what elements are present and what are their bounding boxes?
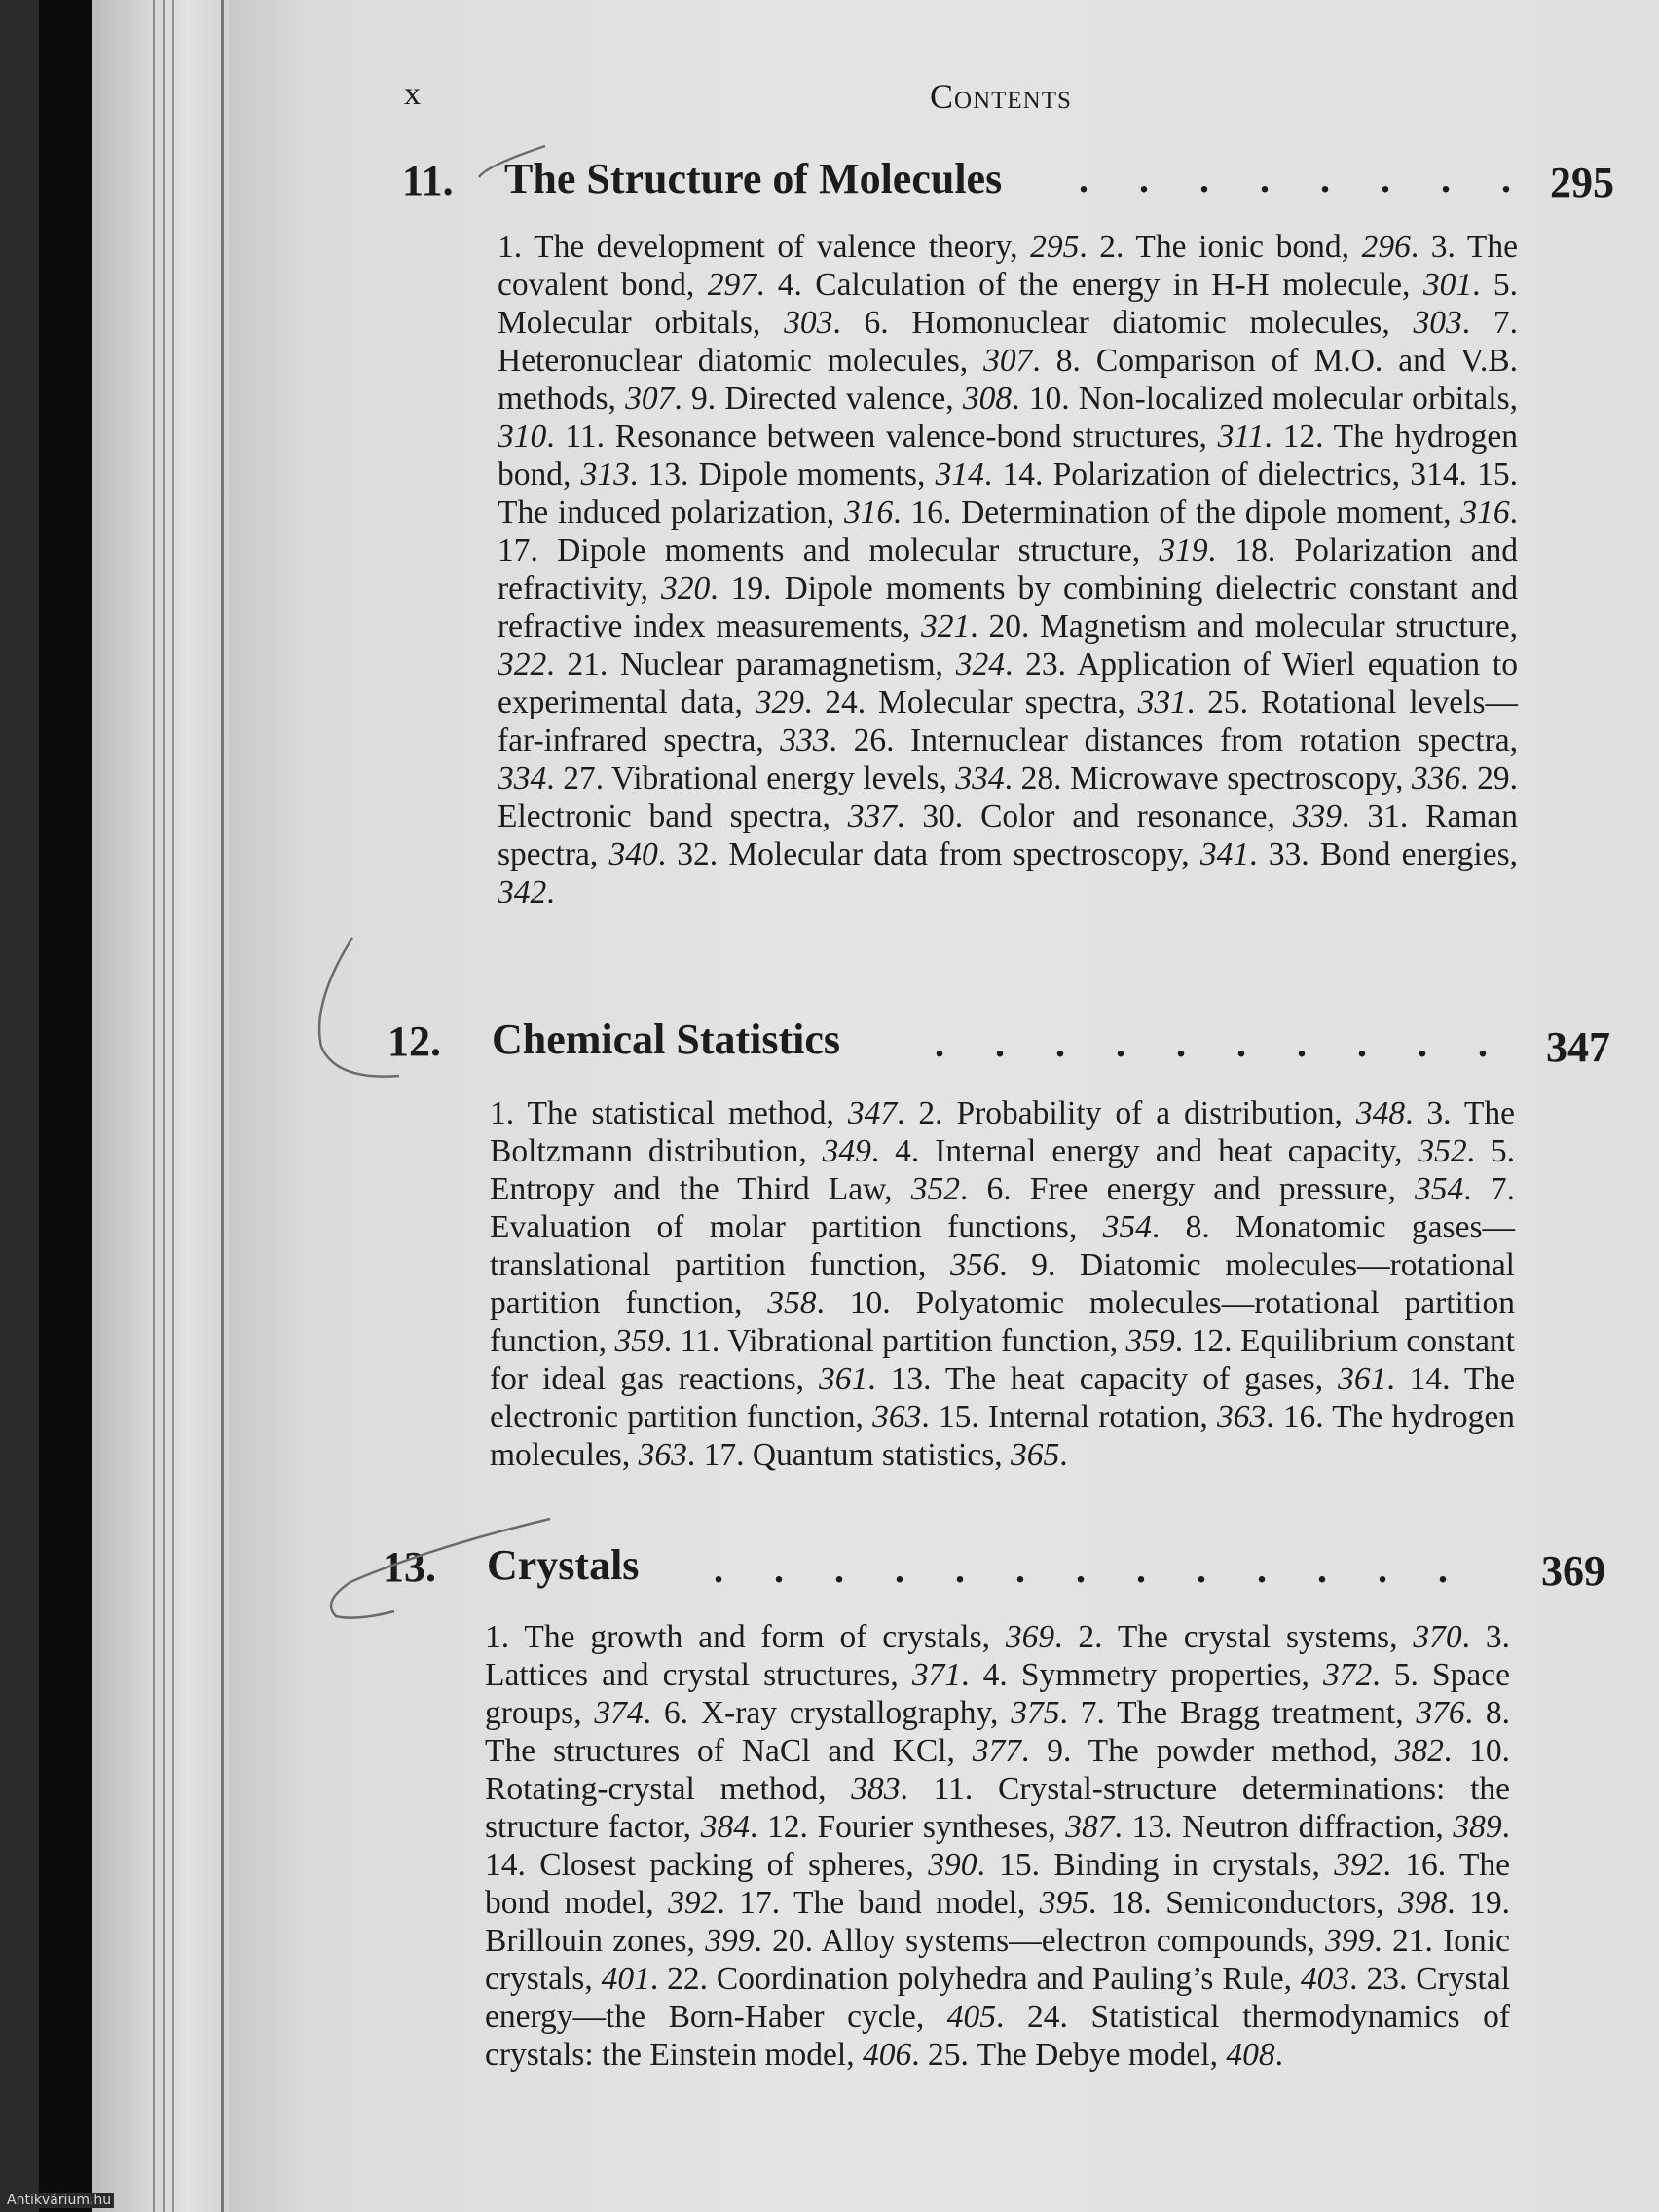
section-text: . 8. Comparison of M.O. and V.B. methods, — [498, 343, 1519, 417]
section-text: . 9. Diatomic molecules—rotational partition function, — [490, 1247, 1515, 1321]
section-text: . 8. The structures of NaCl and KCl, — [485, 1695, 1511, 1769]
section-page-ref: 361 — [819, 1361, 868, 1397]
section-text: . 27. Vibrational energy levels, — [546, 760, 956, 796]
section-page-ref: 405 — [946, 1999, 997, 2035]
section-page-ref: 308 — [962, 381, 1013, 417]
section-text: . 11. Vibrational partition function, — [663, 1323, 1126, 1359]
watermark: Antikvárium.hu — [4, 2193, 114, 2208]
section-page-ref: 352 — [910, 1171, 960, 1207]
section-page-ref: 334 — [955, 760, 1005, 796]
section-page-ref: 389 — [1453, 1809, 1502, 1845]
section-page-ref: 337 — [847, 798, 897, 834]
section-text: . 14. The electronic partition function, — [490, 1361, 1515, 1435]
section-page-ref: 376 — [1416, 1695, 1465, 1731]
section-page-ref: 329 — [755, 684, 805, 720]
section-text: . 14. Closest packing of spheres, — [485, 1809, 1511, 1883]
section-page-ref: 340 — [608, 836, 658, 872]
section-text: . 29. Electronic band spectra, — [498, 760, 1518, 834]
section-text: . 5. Entropy and the Third Law, — [490, 1133, 1516, 1207]
section-page-ref: 374 — [594, 1695, 644, 1731]
section-page-ref: 303 — [1413, 305, 1462, 341]
section-page-ref: 372 — [1323, 1657, 1373, 1693]
section-text: . 2. The ionic bond, — [1079, 229, 1362, 265]
section-text: . 18. Semiconductors, — [1088, 1885, 1399, 1921]
section-text: 1. The statistical method, — [490, 1095, 848, 1131]
section-page-ref: 398 — [1398, 1885, 1448, 1921]
section-page-ref: 316 — [1460, 495, 1510, 531]
section-text: . 19. Dipole moments by combining dielectric constant and refractive index measurements, — [498, 571, 1518, 645]
section-page-ref: 297 — [707, 267, 756, 303]
section-page-ref: 354 — [1415, 1171, 1464, 1207]
section-page-ref: 316 — [843, 495, 894, 531]
chapter-page-number: 295 — [1550, 159, 1614, 206]
chapter-leader-dots: . . . . . . . . — [1079, 157, 1531, 201]
section-page-ref: 399 — [1325, 1923, 1375, 1959]
section-page-ref: 356 — [950, 1247, 1000, 1283]
section-text: . 17. Quantum statistics, — [686, 1437, 1012, 1473]
chapter-page-number: 369 — [1541, 1547, 1605, 1595]
section-text: . 2. The crystal systems, — [1054, 1619, 1414, 1655]
chapter-title: Crystals — [487, 1541, 640, 1589]
section-page-ref: 384 — [700, 1809, 750, 1845]
section-text: . 3. The covalent bond, — [498, 229, 1518, 303]
section-text: . 20. Magnetism and molecular structure, — [970, 608, 1518, 645]
section-page-ref: 347 — [847, 1095, 898, 1131]
section-text: . 24. Molecular spectra, — [804, 684, 1138, 720]
section-page-ref: 358 — [767, 1285, 817, 1321]
section-page-ref: 383 — [851, 1771, 901, 1807]
section-text: . 9. The powder method, — [1020, 1733, 1395, 1769]
section-text: . 22. Coordination polyhedra and Pauling’s Rule, — [649, 1961, 1301, 1997]
section-text: . 4. Calculation of the energy in H-H molecule, — [756, 267, 1423, 303]
section-page-ref: 365 — [1011, 1437, 1060, 1473]
section-page-ref: 363 — [1216, 1399, 1267, 1435]
section-page-ref: 403 — [1300, 1961, 1350, 1997]
pencil-mark — [319, 938, 399, 1077]
section-page-ref: 390 — [928, 1847, 977, 1883]
section-text: . 5. Molecular orbitals, — [498, 267, 1519, 341]
section-page-ref: 341 — [1199, 836, 1250, 872]
section-page-ref: 307 — [983, 343, 1033, 379]
section-page-ref: 342 — [498, 874, 547, 910]
section-text: . 23. Application of Wierl equation to experimental data, — [498, 646, 1518, 720]
section-page-ref: 301 — [1422, 267, 1473, 303]
section-page-ref: 387 — [1065, 1809, 1115, 1845]
pencil-mark — [331, 1519, 550, 1618]
section-page-ref: 371 — [911, 1657, 962, 1693]
section-text: . 7. The Bragg treatment, — [1059, 1695, 1417, 1731]
section-page-ref: 399 — [705, 1923, 755, 1959]
section-page-ref: 295 — [1030, 229, 1080, 265]
section-page-ref: 392 — [668, 1885, 718, 1921]
section-page-ref: 382 — [1394, 1733, 1444, 1769]
section-text: . 16. The hydrogen molecules, — [490, 1399, 1515, 1473]
section-text: . 11. Crystal-structure determinations: the structure factor, — [485, 1771, 1510, 1845]
section-text: . 31. Raman spectra, — [498, 798, 1519, 872]
chapter-number: 12. — [387, 1017, 441, 1065]
chapter-number: 13. — [383, 1543, 436, 1591]
section-page-ref: 370 — [1413, 1619, 1462, 1655]
section-text: . 28. Microwave spectroscopy, — [1004, 760, 1412, 796]
section-text: . — [1059, 1437, 1068, 1473]
section-text: . 15. Internal rotation, — [921, 1399, 1217, 1435]
section-text: . 8. Monatomic gases—translational partition function, — [490, 1209, 1515, 1283]
section-page-ref: 334 — [498, 760, 547, 796]
section-page-ref: 369 — [1005, 1619, 1055, 1655]
section-page-ref: 348 — [1355, 1095, 1406, 1131]
section-page-ref: 333 — [780, 722, 830, 758]
section-page-ref: 395 — [1039, 1885, 1089, 1921]
section-page-ref: 375 — [1011, 1695, 1060, 1731]
section-text: . 33. Bond energies, — [1249, 836, 1518, 872]
section-text: . 10. Polyatomic molecules—rotational partition function, — [490, 1285, 1515, 1359]
section-text: . 26. Internuclear distances from rotation spectra, — [829, 722, 1518, 758]
section-text: . 7. Heteronuclear diatomic molecules, — [498, 305, 1518, 379]
section-text: . 18. Polarization and refractivity, — [498, 533, 1518, 607]
section-page-ref: 336 — [1411, 760, 1461, 796]
section-text: . 13. Dipole moments, — [629, 457, 936, 493]
section-page-ref: 352 — [1418, 1133, 1467, 1169]
section-page-ref: 406 — [862, 2037, 912, 2073]
section-page-ref: 359 — [614, 1323, 664, 1359]
section-page-ref: 303 — [784, 305, 833, 341]
section-page-ref: 363 — [638, 1437, 687, 1473]
section-text: . 32. Molecular data from spectroscopy, — [657, 836, 1200, 872]
section-text: . — [546, 874, 555, 910]
section-text: . 4. Internal energy and heat capacity, — [870, 1133, 1419, 1169]
section-text: . 6. Homonuclear diatomic molecules, — [832, 305, 1414, 341]
chapter-page-number: 347 — [1546, 1023, 1610, 1071]
section-text: . 6. X-ray crystallography, — [643, 1695, 1012, 1731]
section-text: . 3. The Boltzmann distribution, — [490, 1095, 1515, 1169]
section-text: . 9. Directed valence, — [674, 381, 963, 417]
section-page-ref: 313 — [580, 457, 630, 493]
section-page-ref: 296 — [1361, 229, 1411, 265]
section-page-ref: 324 — [955, 646, 1005, 682]
section-text: . 11. Resonance between valence-bond structures, — [546, 419, 1218, 455]
section-text: . 13. Neutron diffraction, — [1114, 1809, 1454, 1845]
section-page-ref: 322 — [498, 646, 547, 682]
section-text: . 25. The Debye model, — [911, 2037, 1227, 2073]
section-page-ref: 361 — [1338, 1361, 1387, 1397]
section-text: . 4. Symmetry properties, — [961, 1657, 1323, 1693]
section-page-ref: 359 — [1125, 1323, 1175, 1359]
section-page-ref: 401 — [601, 1961, 650, 1997]
section-page-ref: 321 — [921, 608, 971, 645]
section-page-ref: 392 — [1334, 1847, 1383, 1883]
section-text: . 19. Brillouin zones, — [485, 1885, 1511, 1959]
section-page-ref: 339 — [1292, 798, 1343, 834]
section-text: . 21. Nuclear paramagnetism, — [546, 646, 956, 682]
section-page-ref: 314 — [935, 457, 984, 493]
section-page-ref: 363 — [872, 1399, 922, 1435]
section-text: . 20. Alloy systems—electron compounds, — [754, 1923, 1326, 1959]
section-text: . 17. The band model, — [717, 1885, 1040, 1921]
section-text: . 16. The bond model, — [485, 1847, 1511, 1921]
section-page-ref: 377 — [972, 1733, 1021, 1769]
section-page-ref: 310 — [498, 419, 547, 455]
section-text: . 12. Equilibrium constant for ideal gas reactions, — [490, 1323, 1515, 1397]
chapter-leader-dots: . . . . . . . . . . . . . — [714, 1547, 1468, 1591]
chapter-number: 11. — [402, 157, 454, 204]
section-text: 1. The development of valence theory, — [498, 229, 1031, 265]
section-page-ref: 349 — [822, 1133, 871, 1169]
section-text: . 5. Space groups, — [485, 1657, 1510, 1731]
section-text: . 17. Dipole moments and molecular structure, — [498, 495, 1518, 569]
section-text: . 23. Crystal energy—the Born-Haber cycle, — [485, 1961, 1510, 2035]
section-text: . 14. Polarization of dielectrics, 314. 15. The induced polarization, — [498, 457, 1518, 531]
running-head-title: Contents — [930, 77, 1072, 116]
section-text: . — [1274, 2037, 1283, 2073]
section-page-ref: 320 — [661, 571, 711, 607]
chapter-title: The Structure of Molecules — [504, 155, 1003, 203]
section-page-ref: 311 — [1217, 419, 1265, 455]
section-page-ref: 331 — [1137, 684, 1187, 720]
section-page-ref: 319 — [1159, 533, 1208, 569]
section-text: . 24. Statistical thermodynamics of crystals: the Einstein model, — [485, 1999, 1510, 2073]
section-text: . 30. Color and resonance, — [897, 798, 1293, 834]
chapter-leader-dots: . . . . . . . . . . — [935, 1021, 1508, 1065]
section-text: . 16. Determination of the dipole moment, — [893, 495, 1461, 531]
section-text: . 6. Free energy and pressure, — [959, 1171, 1416, 1207]
page-folio: x — [404, 76, 422, 112]
section-text: . 25. Rotational levels—far-infrared spectra, — [498, 684, 1518, 758]
section-page-ref: 354 — [1102, 1209, 1152, 1245]
section-text: . 21. Ionic crystals, — [485, 1923, 1510, 1997]
section-page-ref: 408 — [1226, 2037, 1275, 2073]
section-text: . 10. Rotating-crystal method, — [485, 1733, 1510, 1807]
section-page-ref: 307 — [625, 381, 675, 417]
section-text: 1. The growth and form of crystals, — [485, 1619, 1006, 1655]
chapter-title: Chemical Statistics — [492, 1015, 841, 1063]
section-text: . 7. Evaluation of molar partition functions, — [490, 1171, 1515, 1245]
pencil-mark — [479, 146, 545, 177]
section-text: . 2. Probability of a distribution, — [897, 1095, 1356, 1131]
section-text: . 3. Lattices and crystal structures, — [485, 1619, 1511, 1693]
section-text: . 10. Non-localized molecular orbitals, — [1012, 381, 1518, 417]
section-text: . 15. Binding in crystals, — [977, 1847, 1335, 1883]
section-text: . 13. The heat capacity of gases, — [867, 1361, 1339, 1397]
section-text: . 12. Fourier syntheses, — [749, 1809, 1066, 1845]
section-text: . 12. The hydrogen bond, — [498, 419, 1518, 493]
